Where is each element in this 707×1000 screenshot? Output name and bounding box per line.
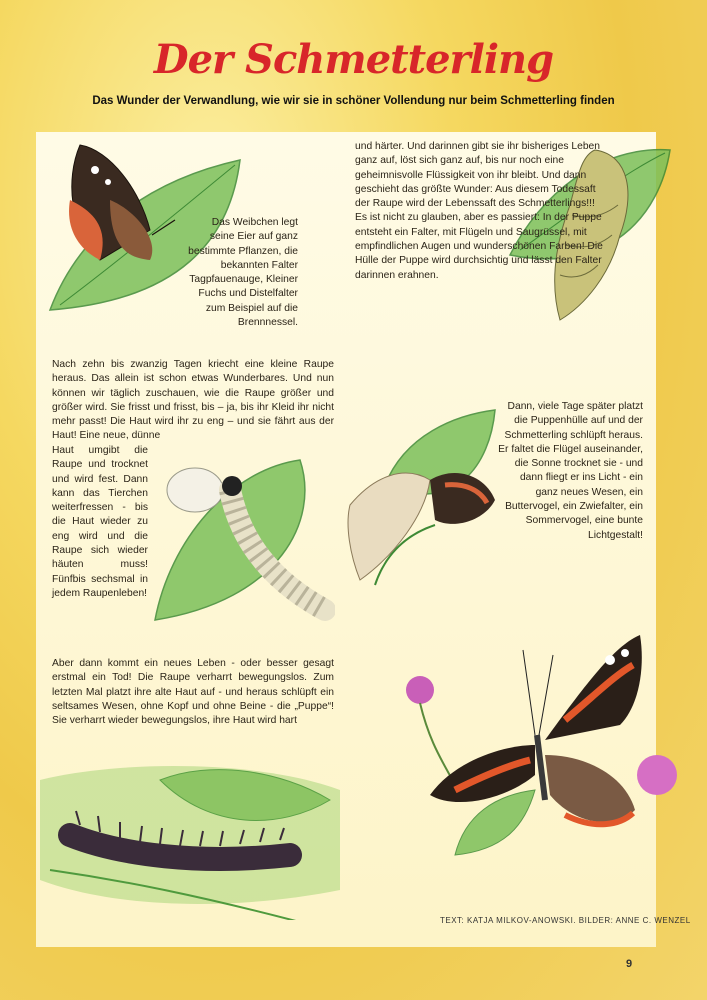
illustration-caterpillar-molting <box>150 450 335 630</box>
paragraph-pupa: Aber dann kommt ein neues Leben - oder besser gesagt erstmal ein Tod! Die Raupe verharrt bewegungslos. Zum letzten Mal platzt ihre alte Haut auf - und heraus schlüpft ein seltsames Wesen, ohne Kopf und ohne Beine - die „Puppe“! Sie verharrt wieder bewegungslos, ihre Haut wird hart <box>52 658 334 727</box>
page-title: Der Schmetterling <box>153 36 554 83</box>
credit-line: TEXT: KATJA MILKOV-ANOWSKI. BILDER: ANNE C. WENZEL <box>440 916 691 925</box>
paragraph-caterpillar: Nach zehn bis zwanzig Tagen kriecht eine kleine Raupe heraus. Das allein ist schon etwas Wunderbares. Und nun können wir täglich zuschauen, wie die Raupe größer und größer wird. Sie frisst und frisst, bis – ja, bis ihr Kleid ihr nicht mehr passt! Die Haut wird ihr zu eng – und sie fährt aus der Haut! Eine neue, dünne <box>52 359 334 442</box>
page-number: 9 <box>626 958 633 970</box>
illustration-butterfly-on-thistle <box>395 625 690 865</box>
paragraph-molting: Haut umgibt die Raupe und trocknet und wird fest. Dann kann das Tierchen weiterfressen - bis die Haut wieder zu eng wird und die Raupe sich wieder häuten muss! Fünfbis sechsmal in jedem Raupenleben! <box>52 445 148 599</box>
paragraph-transformation: und härter. Und darinnen gibt sie ihr bisheriges Leben ganz auf, löst sich ganz auf, bis nur noch eine geheimnisvolle Flüssigkeit von ihr bleibt. Und dann geschieht das größte Wunder: Aus diesem Todessaft der Raupe wird der Lebenssaft des Schmetterlings!!! Es ist nicht zu glauben, aber es passiert: In der Puppe entsteht ein Falter, mit Flügeln und Saugrüssel, mit empfindlichen Augen und wunderschönen Farben! Die Hülle der Puppe wird durchsichtig und lässt den Falter darinnen erahnen. <box>355 141 603 281</box>
page-subtitle: Das Wunder der Verwandlung, wie wir sie in schöner Vollendung nur beim Schmetterling finden <box>92 95 615 107</box>
paragraph-emergence: Dann, viele Tage später platzt die Puppenhülle auf und der Schmetterling schlüpft heraus. Er faltet die Flügel auseinander, die Sonne trocknet sie - und dann fliegt er ins Licht - ein ganz neues Wesen, ein Buttervogel, ein Zwiefalter, ein Sommervogel, eine bunte Lichtgestalt! <box>498 401 643 541</box>
illustration-butterfly-emerging <box>345 405 500 605</box>
illustration-spiky-caterpillar <box>40 760 340 920</box>
paragraph-eggs: Das Weibchen legt seine Eier auf ganz bestimmte Pflanzen, die bekannten Falter Tagpfauenauge, Kleiner Fuchs und Distelfalter zum Beispiel auf die Brennnessel. <box>188 217 298 329</box>
